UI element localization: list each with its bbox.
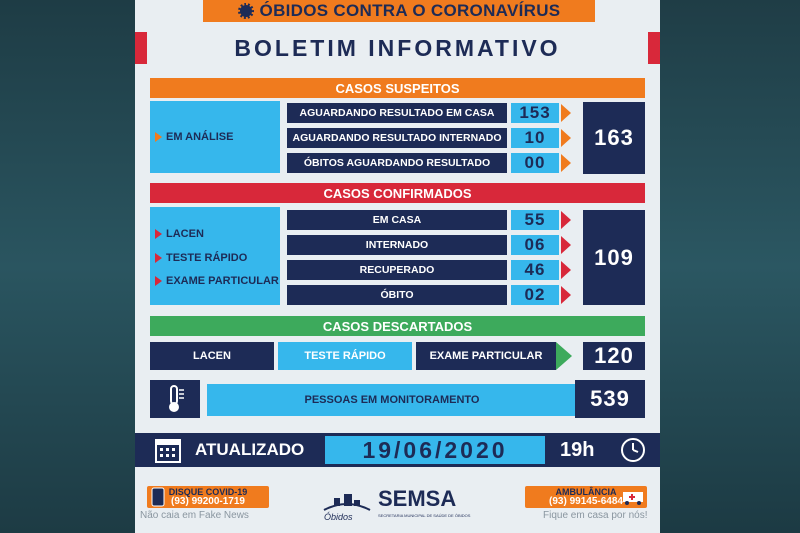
page-title: BOLETIM INFORMATIVO [234, 34, 561, 61]
logo-brand: SEMSA [378, 486, 457, 511]
confirmados-total: 109 [583, 210, 645, 305]
semsa-logo [320, 486, 485, 526]
virus-icon [238, 3, 254, 19]
arrow-icon [556, 342, 572, 370]
background-right [660, 0, 800, 533]
hotline-title: DISQUE COVID-19 [168, 486, 248, 497]
ambulance-slogan: Fique em casa por nós! [543, 510, 648, 521]
title-accent-left [135, 32, 147, 64]
suspeitos-row-value: 00 [511, 153, 559, 173]
descartados-heading: CASOS DESCARTADOS [150, 316, 645, 336]
arrow-icon [155, 276, 162, 286]
suspeitos-row-value: 10 [511, 128, 559, 148]
arrow-icon [561, 261, 571, 279]
confirmados-row-label: INTERNADO [287, 235, 507, 255]
arrow-icon [155, 132, 162, 142]
updated-label: ATUALIZADO [195, 440, 305, 459]
arrow-icon [561, 104, 571, 122]
arrow-icon [561, 211, 571, 229]
hotline-phone: (93) 99200-1719 [171, 495, 245, 507]
confirmados-source [155, 274, 279, 288]
arrow-icon [155, 253, 162, 263]
bulletin-poster [135, 0, 660, 533]
confirmados-row-label: RECUPERADO [287, 260, 507, 280]
suspeitos-row-label: AGUARDANDO RESULTADO EM CASA [287, 103, 507, 123]
confirmados-source-label: TESTE RÁPIDO [166, 252, 248, 264]
arrow-icon [155, 229, 162, 239]
calendar-icon [155, 437, 181, 463]
arrow-icon [561, 154, 571, 172]
clock-icon [620, 437, 646, 463]
ambulance-title: AMBULÂNCIA [555, 486, 617, 497]
phone-icon [149, 486, 167, 508]
monitoramento-label: PESSOAS EM MONITORAMENTO [207, 384, 577, 416]
confirmados-heading: CASOS CONFIRMADOS [150, 183, 645, 203]
confirmados-row-value: 55 [511, 210, 559, 230]
confirmados-row-label: ÓBITO [287, 285, 507, 305]
title-accent-right [648, 32, 660, 64]
ambulance-phone: (93) 99145-6484 [549, 495, 623, 507]
updated-date: 19/06/2020 [325, 436, 545, 464]
descartados-item: LACEN [150, 342, 274, 370]
suspeitos-row-value: 153 [511, 103, 559, 123]
descartados-item: EXAME PARTICULAR [416, 342, 556, 370]
descartados-total: 120 [583, 342, 645, 370]
hotline-slogan: Não caia em Fake News [140, 510, 249, 521]
suspeitos-row-label: ÓBITOS AGUARDANDO RESULTADO [287, 153, 507, 173]
confirmados-row-value: 02 [511, 285, 559, 305]
updated-hour: 19h [560, 438, 595, 461]
ambulance-icon [622, 489, 644, 505]
confirmados-source [155, 251, 247, 265]
confirmados-source-label: LACEN [166, 228, 204, 240]
logo-city: Óbidos [324, 512, 353, 522]
arrow-icon [561, 129, 571, 147]
top-banner [203, 0, 595, 22]
banner-text: ÓBIDOS CONTRA O CORONAVÍRUS [259, 1, 561, 20]
suspeitos-group [155, 130, 233, 144]
suspeitos-row-label: AGUARDANDO RESULTADO INTERNADO [287, 128, 507, 148]
confirmados-source [155, 227, 204, 241]
confirmados-source-label: EXAME PARTICULAR [166, 275, 279, 287]
confirmados-row-value: 06 [511, 235, 559, 255]
suspeitos-heading: CASOS SUSPEITOS [150, 78, 645, 98]
arrow-icon [561, 286, 571, 304]
background-left [0, 0, 135, 533]
confirmados-row-value: 46 [511, 260, 559, 280]
thermometer-icon [150, 380, 200, 418]
descartados-item: TESTE RÁPIDO [278, 342, 412, 370]
logo-subtitle: SECRETARIA MUNICIPAL DE SAÚDE DE ÓBIDOS [378, 513, 471, 518]
monitoramento-total: 539 [575, 380, 645, 418]
suspeitos-total: 163 [583, 102, 645, 174]
confirmados-row-label: EM CASA [287, 210, 507, 230]
suspeitos-group-label: EM ANÁLISE [166, 131, 234, 143]
arrow-icon [561, 236, 571, 254]
